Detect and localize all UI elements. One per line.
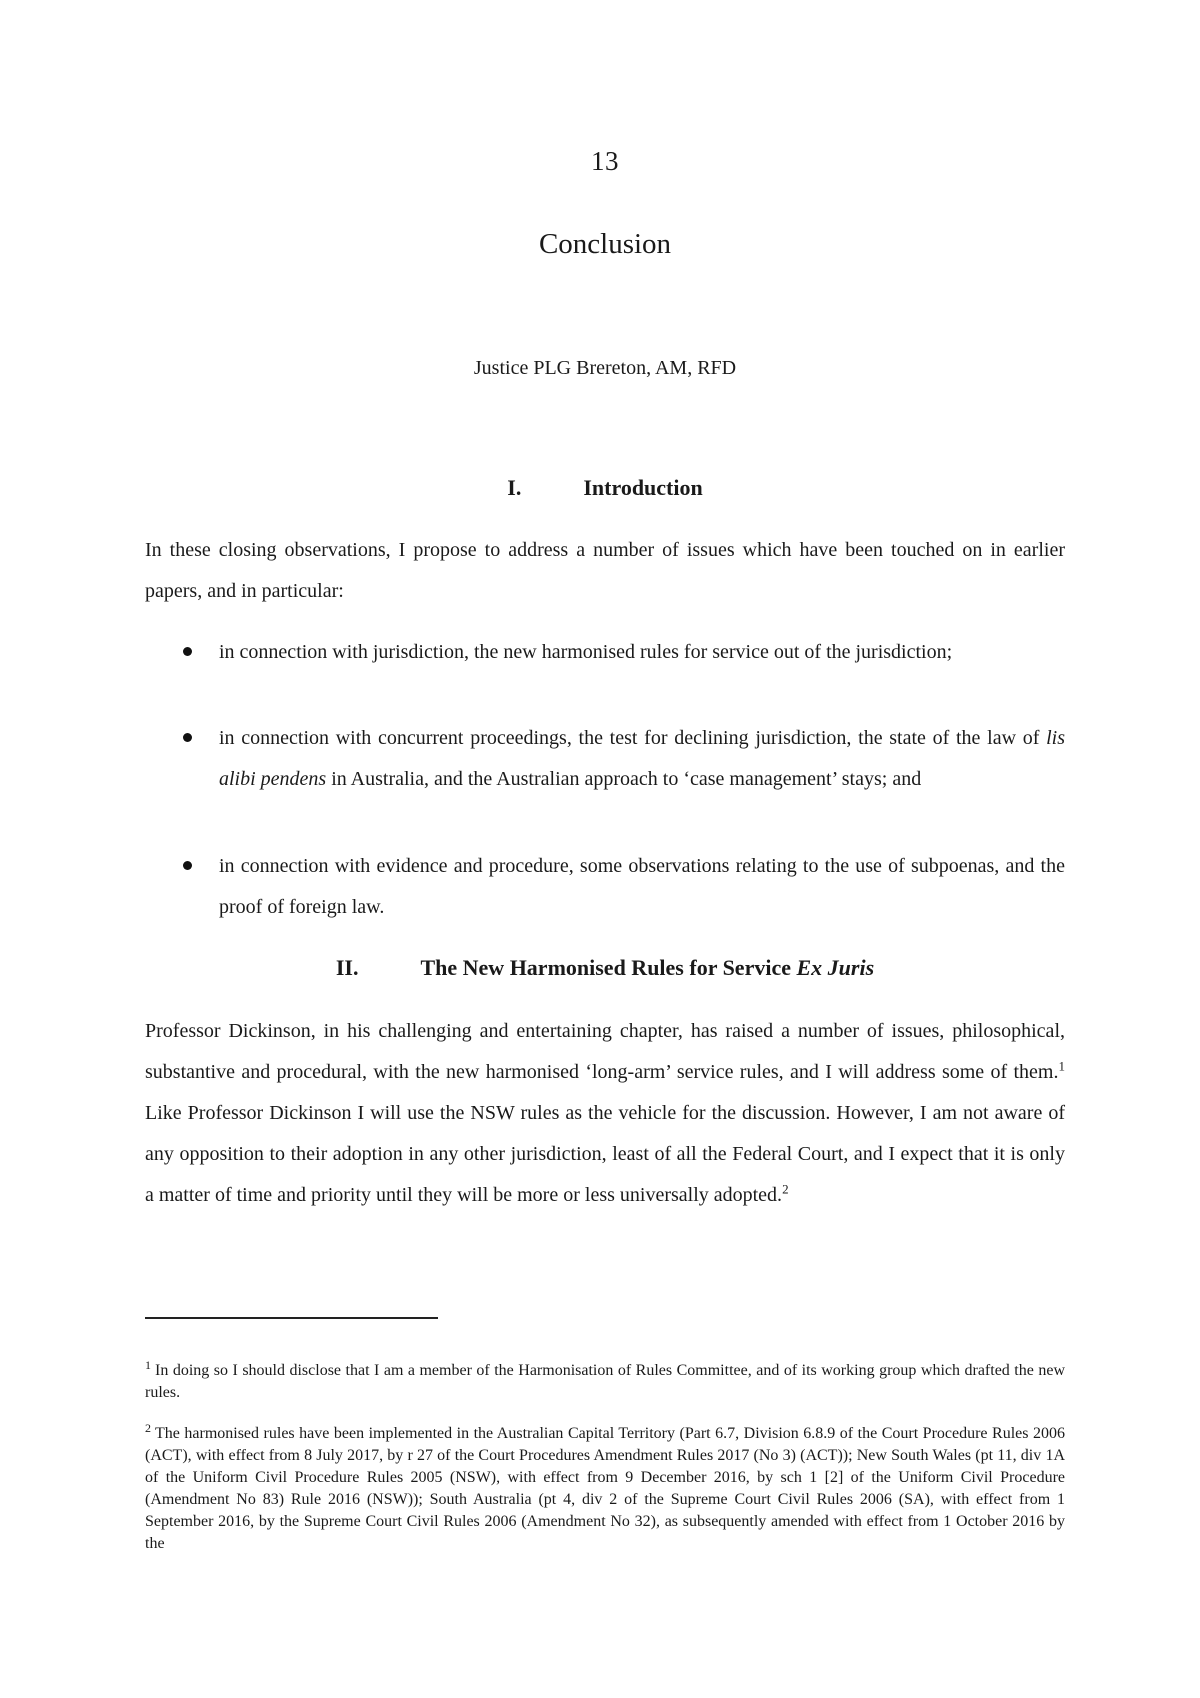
bullet-icon xyxy=(183,861,192,870)
bullet-list xyxy=(145,846,1065,928)
intro-paragraph: In these closing observations, I propose to address a number of issues which have been touched on in earlier papers, and in particular: xyxy=(145,539,1065,602)
section-heading-introduction xyxy=(145,475,1065,501)
list-item-text: in connection with evidence and procedure, some observations relating to the use of subpoenas, and the proof of foreign law. xyxy=(219,855,1065,918)
section-numeral: I. xyxy=(507,475,522,500)
footnote-divider xyxy=(145,1317,438,1319)
footnote-number: 2 xyxy=(145,1420,151,1435)
footnote xyxy=(145,1357,1065,1404)
chapter-title: Conclusion xyxy=(538,228,672,260)
list-item xyxy=(145,846,1065,928)
section-numeral: II. xyxy=(335,955,359,980)
bullet-icon xyxy=(183,647,192,656)
section-heading-service-ex-juris xyxy=(145,955,1065,981)
document-page xyxy=(145,0,1065,1698)
paragraph-text: Like Professor Dickinson I will use the NSW rules as the vehicle for the discussion. However, I am not aware of any opposition to their adoption in any other jurisdiction, least of all the Federal Court, and I expect that it is only a matter of time and priority until they will be more or less universally adopted. xyxy=(145,1102,1065,1206)
bullet-list xyxy=(145,632,1065,673)
chapter-author: Justice PLG Brereton, AM, RFD xyxy=(473,357,737,379)
footnote xyxy=(145,1420,1065,1555)
list-item xyxy=(145,718,1065,800)
paragraph-text: Professor Dickinson, in his challenging and entertaining chapter, has raised a number of issues, philosophical, substantive and procedural, with the new harmonised ‘long-arm’ service rules, and I will address some of them. xyxy=(145,1020,1065,1083)
section-title: Introduction xyxy=(583,475,703,500)
list-item-text: in connection with concurrent proceedings, the test for declining jurisdiction, the state of the law of xyxy=(219,727,1047,749)
footnote-number: 1 xyxy=(145,1357,151,1372)
list-item-text: in connection with jurisdiction, the new harmonised rules for service out of the jurisdiction; xyxy=(219,641,953,663)
latin-term: lis alibi pendens xyxy=(219,727,1065,790)
footnote-text: In doing so I should disclose that I am a member of the Harmonisation of Rules Committee, and of its working group which drafted the new rules. xyxy=(145,1362,1065,1401)
chapter-number: 13 xyxy=(591,146,619,176)
footnote-reference[interactable]: 1 xyxy=(1058,1058,1065,1074)
list-item-text: in Australia, and the Australian approach to ‘case management’ stays; and xyxy=(326,768,922,790)
footnote-text: The harmonised rules have been implemented in the Australian Capital Territory (Part 6.7, Division 6.8.9 of the Court Procedure Rules 2006 (ACT), with effect from 8 July 2017, by r 27 of the Court Procedures Amendment Rules 2017 (No 3) (ACT)); New South Wales (pt 11, div 1A of the Uniform Civil Procedure Rules 2005 (NSW), with effect from 9 December 2016, by sch 1 [2] of the Uniform Civil Procedure (Amendment No 83) Rule 2016 (NSW)); South Australia (pt 4, div 2 of the Supreme Court Civil Rules 2006 (SA), with effect from 1 September 2016, by the Supreme Court Civil Rules 2006 (Amendment No 32), as subsequently amended with effect from 1 October 2016 by the xyxy=(145,1425,1065,1552)
bullet-icon xyxy=(183,733,192,742)
footnote-reference[interactable]: 2 xyxy=(782,1181,789,1197)
bullet-list xyxy=(145,718,1065,800)
list-item xyxy=(145,632,1065,673)
body-paragraph xyxy=(145,1011,1065,1216)
section-title-italic: Ex Juris xyxy=(796,955,875,980)
section-title: The New Harmonised Rules for Service xyxy=(420,955,797,980)
